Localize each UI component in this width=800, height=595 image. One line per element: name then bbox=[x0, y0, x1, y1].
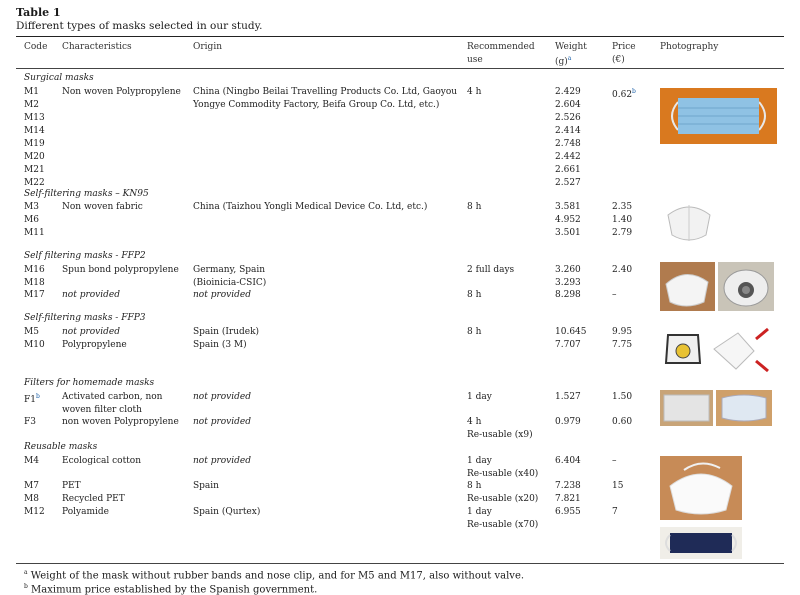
use-m8: Re-usable (x20) bbox=[467, 494, 539, 504]
code-m5: M5 bbox=[24, 327, 39, 337]
weight-f1: 1.527 bbox=[555, 392, 581, 402]
weight-m1: 2.429 bbox=[555, 87, 581, 97]
code-m11: M11 bbox=[24, 228, 45, 238]
price-m10: 7.75 bbox=[612, 340, 633, 350]
char-m8: Recycled PET bbox=[62, 494, 125, 504]
use-m7: 8 h bbox=[467, 481, 482, 491]
weight-m12: 6.955 bbox=[555, 507, 581, 517]
char-m16: Spun bond polypropylene bbox=[62, 265, 179, 275]
price-m4: – bbox=[612, 456, 617, 466]
filter-photo-1 bbox=[660, 390, 713, 426]
header-characteristics: Characteristics bbox=[62, 42, 132, 52]
origin-m1: China (Ningbo Beilai Travelling Products Co. Ltd, Gaoyou bbox=[193, 87, 458, 97]
weight-m14: 2.414 bbox=[555, 126, 581, 136]
code-m2: M2 bbox=[24, 100, 39, 110]
kn95-mask-photo bbox=[660, 197, 718, 247]
price-m3: 2.35 bbox=[612, 202, 633, 212]
table-caption: Different types of masks selected in our study. bbox=[16, 20, 263, 32]
header-photography: Photography bbox=[660, 42, 719, 52]
code-m22: M22 bbox=[24, 178, 45, 188]
section-surgical: Surgical masks bbox=[24, 73, 94, 83]
char-f1-line2: woven filter cloth bbox=[62, 405, 142, 415]
use-m17: 8 h bbox=[467, 290, 482, 300]
weight-m18: 3.293 bbox=[555, 278, 581, 288]
top-rule bbox=[16, 36, 784, 37]
char-m5: not provided bbox=[62, 327, 120, 337]
char-m7: PET bbox=[62, 481, 81, 491]
header-price-unit: (€) bbox=[612, 55, 625, 65]
weight-m20: 2.442 bbox=[555, 152, 581, 162]
footnote-b: $^b$ Maximum price established by the Spanish government. bbox=[24, 583, 318, 595]
section-ffp2: Self filtering masks - FFP2 bbox=[24, 251, 146, 261]
origin-f3: not provided bbox=[193, 417, 251, 427]
header-code: Code bbox=[24, 42, 48, 52]
header-weight: Weight bbox=[555, 42, 587, 52]
origin-m10: Spain (3 M) bbox=[193, 340, 247, 350]
code-m7: M7 bbox=[24, 481, 39, 491]
price-m5: 9.95 bbox=[612, 327, 633, 337]
weight-m4: 6.404 bbox=[555, 456, 581, 466]
ffp2-mask-photo-1 bbox=[660, 262, 715, 311]
section-reusable: Reusable masks bbox=[24, 442, 98, 452]
weight-m7: 7.238 bbox=[555, 481, 581, 491]
code-m8: M8 bbox=[24, 494, 39, 504]
char-f1: Activated carbon, non bbox=[62, 392, 163, 402]
origin-f1: not provided bbox=[193, 392, 251, 402]
header-price: Price bbox=[612, 42, 636, 52]
use-m12-line2: Re-usable (x70) bbox=[467, 520, 539, 530]
origin-m4: not provided bbox=[193, 456, 251, 466]
origin-m17: not provided bbox=[193, 290, 251, 300]
bottom-rule bbox=[16, 563, 784, 564]
weight-m11: 3.501 bbox=[555, 228, 581, 238]
use-f3-line2: Re-usable (x9) bbox=[467, 430, 533, 440]
price-m17: – bbox=[612, 290, 617, 300]
code-f3: F3 bbox=[24, 417, 36, 427]
reusable-mask-photo-1 bbox=[660, 456, 742, 520]
weight-m6: 4.952 bbox=[555, 215, 581, 225]
code-m16: M16 bbox=[24, 265, 45, 275]
code-m13: M13 bbox=[24, 113, 45, 123]
price-f1: 1.50 bbox=[612, 392, 633, 402]
char-m17: not provided bbox=[62, 290, 120, 300]
origin-m12: Spain (Qurtex) bbox=[193, 507, 261, 517]
code-m20: M20 bbox=[24, 152, 45, 162]
price-f3: 0.60 bbox=[612, 417, 633, 427]
use-m4: 1 day bbox=[467, 456, 492, 466]
use-f3: 4 h bbox=[467, 417, 482, 427]
header-weight-unit: $(g)^a$ bbox=[555, 55, 572, 67]
ffp3-mask-photo-1 bbox=[660, 325, 706, 375]
header-use: use bbox=[467, 55, 483, 65]
ffp3-mask-photo-2 bbox=[708, 325, 772, 375]
char-m3: Non woven fabric bbox=[62, 202, 143, 212]
price-m16: 2.40 bbox=[612, 265, 633, 275]
use-f1: 1 day bbox=[467, 392, 492, 402]
price-m7: 15 bbox=[612, 481, 624, 491]
weight-m3: 3.581 bbox=[555, 202, 581, 212]
origin-m16: Germany, Spain bbox=[193, 265, 266, 275]
code-m6: M6 bbox=[24, 215, 39, 225]
weight-f3: 0.979 bbox=[555, 417, 581, 427]
use-m1: 4 h bbox=[467, 87, 482, 97]
code-m18: M18 bbox=[24, 278, 45, 288]
section-kn95: Self-filtering masks – KN95 bbox=[24, 189, 149, 199]
code-m12: M12 bbox=[24, 507, 45, 517]
code-m3: M3 bbox=[24, 202, 39, 212]
weight-m13: 2.526 bbox=[555, 113, 581, 123]
footnote-a: $^a$ Weight of the mask without rubber bands and nose clip, and for M5 and M17, also without valve. bbox=[24, 569, 525, 582]
use-m4-line2: Re-usable (x40) bbox=[467, 469, 539, 479]
code-m17: M17 bbox=[24, 290, 45, 300]
reusable-mask-photo-2 bbox=[660, 527, 742, 559]
weight-m8: 7.821 bbox=[555, 494, 581, 504]
weight-m16: 3.260 bbox=[555, 265, 581, 275]
weight-m19: 2.748 bbox=[555, 139, 581, 149]
price-m1: 0.62$^b$ bbox=[612, 88, 636, 100]
use-m16: 2 full days bbox=[467, 265, 515, 275]
char-m12: Polyamide bbox=[62, 507, 109, 517]
code-f1: F1$^b$ bbox=[24, 393, 40, 405]
weight-m21: 2.661 bbox=[555, 165, 581, 175]
weight-m10: 7.707 bbox=[555, 340, 581, 350]
price-m12: 7 bbox=[612, 507, 618, 517]
origin-m3: China (Taizhou Yongli Medical Device Co. Ltd, etc.) bbox=[193, 202, 428, 212]
section-ffp3: Self-filtering masks - FFP3 bbox=[24, 313, 146, 323]
weight-m22: 2.527 bbox=[555, 178, 581, 188]
header-rule bbox=[16, 68, 784, 69]
char-m10: Polypropylene bbox=[62, 340, 127, 350]
origin-m18: (Bioinicia-CSIC) bbox=[193, 278, 267, 288]
origin-m5: Spain (Irudek) bbox=[193, 327, 260, 337]
surgical-mask-photo bbox=[660, 88, 777, 144]
header-recommended: Recommended bbox=[467, 42, 535, 52]
weight-m17: 8.298 bbox=[555, 290, 581, 300]
code-m19: M19 bbox=[24, 139, 45, 149]
filter-photo-2 bbox=[716, 390, 772, 426]
weight-m2: 2.604 bbox=[555, 100, 581, 110]
origin-m2: Yongye Commodity Factory, Beifa Group Co. Ltd, etc.) bbox=[193, 100, 440, 110]
section-filters: Filters for homemade masks bbox=[24, 378, 155, 388]
code-m10: M10 bbox=[24, 340, 45, 350]
price-m11: 2.79 bbox=[612, 228, 633, 238]
use-m5: 8 h bbox=[467, 327, 482, 337]
table-title: Table 1 bbox=[16, 6, 61, 19]
use-m12: 1 day bbox=[467, 507, 492, 517]
use-m3: 8 h bbox=[467, 202, 482, 212]
ffp2-mask-photo-2 bbox=[718, 262, 774, 311]
char-m1: Non woven Polypropylene bbox=[62, 87, 181, 97]
code-m1: M1 bbox=[24, 87, 39, 97]
header-origin: Origin bbox=[193, 42, 222, 52]
code-m14: M14 bbox=[24, 126, 45, 136]
weight-m5: 10.645 bbox=[555, 327, 587, 337]
char-f3: non woven Polypropylene bbox=[62, 417, 179, 427]
code-m21: M21 bbox=[24, 165, 45, 175]
code-m4: M4 bbox=[24, 456, 39, 466]
price-m6: 1.40 bbox=[612, 215, 633, 225]
char-m4: Ecological cotton bbox=[62, 456, 142, 466]
origin-m7: Spain bbox=[193, 481, 219, 491]
